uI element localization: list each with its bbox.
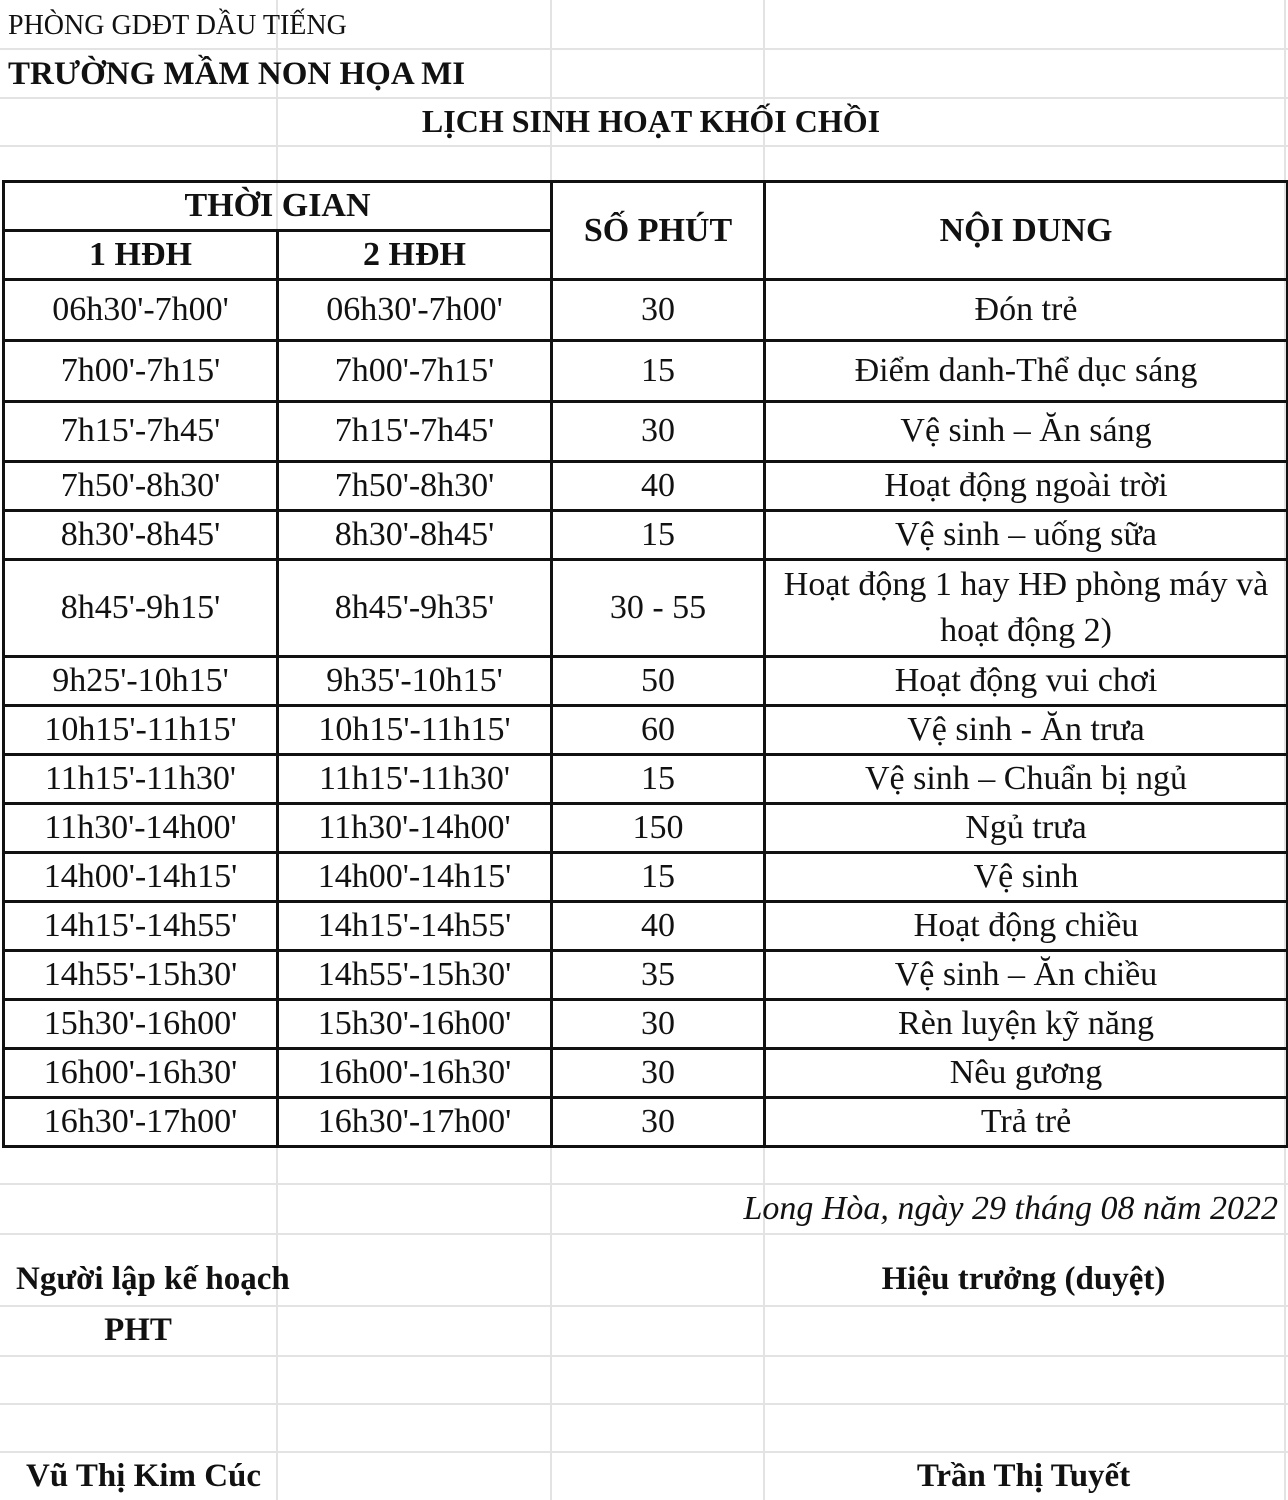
minutes-cell: 30	[552, 1048, 765, 1097]
time-1hdh-cell: 11h30'-14h00'	[4, 803, 278, 852]
minutes-cell: 15	[552, 754, 765, 803]
col-header-content: NỘI DUNG	[765, 182, 1288, 280]
minutes-cell: 30	[552, 279, 765, 340]
time-1hdh-cell: 11h15'-11h30'	[4, 754, 278, 803]
gridline	[0, 145, 1288, 147]
time-2hdh-cell: 14h00'-14h15'	[278, 852, 552, 901]
content-cell: Vệ sinh – uống sữa	[765, 510, 1288, 559]
department-name: PHÒNG GDĐT DẦU TIẾNG	[8, 10, 347, 41]
content-cell: Vệ sinh - Ăn trưa	[765, 705, 1288, 754]
time-1hdh-cell: 15h30'-16h00'	[4, 999, 278, 1048]
time-2hdh-cell: 06h30'-7h00'	[278, 279, 552, 340]
minutes-cell: 50	[552, 656, 765, 705]
content-cell: Rèn luyện kỹ năng	[765, 999, 1288, 1048]
content-cell: Vệ sinh – Chuẩn bị ngủ	[765, 754, 1288, 803]
gridline	[0, 1233, 1288, 1235]
content-cell: Hoạt động vui chơi	[765, 656, 1288, 705]
approver-name: Trần Thị Tuyết	[916, 1457, 1131, 1494]
minutes-cell: 30	[552, 1097, 765, 1146]
table-row	[4, 705, 1288, 754]
col-header-2hdh: 2 HĐH	[278, 231, 552, 280]
schedule-rows	[4, 279, 1288, 1146]
table-row	[4, 559, 1288, 656]
time-1hdh-cell: 16h00'-16h30'	[4, 1048, 278, 1097]
minutes-cell: 30	[552, 401, 765, 461]
minutes-cell: 35	[552, 950, 765, 999]
time-1hdh-cell: 8h30'-8h45'	[4, 510, 278, 559]
planner-title: Người lập kế hoạch	[16, 1260, 290, 1297]
time-1hdh-cell: 7h00'-7h15'	[4, 340, 278, 401]
time-2hdh-cell: 7h50'-8h30'	[278, 461, 552, 510]
col-header-1hdh: 1 HĐH	[4, 231, 278, 280]
table-row	[4, 1097, 1288, 1146]
content-cell: Điểm danh-Thể dục sáng	[765, 340, 1288, 401]
content-cell: Đón trẻ	[765, 279, 1288, 340]
time-2hdh-cell: 16h30'-17h00'	[278, 1097, 552, 1146]
time-2hdh-cell: 15h30'-16h00'	[278, 999, 552, 1048]
schedule-table	[2, 180, 1288, 1148]
time-2hdh-cell: 7h15'-7h45'	[278, 401, 552, 461]
content-cell: Hoạt động chiều	[765, 901, 1288, 950]
col-header-minutes: SỐ PHÚT	[552, 182, 765, 280]
minutes-cell: 40	[552, 461, 765, 510]
time-2hdh-cell: 10h15'-11h15'	[278, 705, 552, 754]
col-header-time: THỜI GIAN	[4, 182, 552, 231]
minutes-cell: 15	[552, 340, 765, 401]
time-1hdh-cell: 7h50'-8h30'	[4, 461, 278, 510]
time-2hdh-cell: 9h35'-10h15'	[278, 656, 552, 705]
time-1hdh-cell: 06h30'-7h00'	[4, 279, 278, 340]
minutes-cell: 30 - 55	[552, 559, 765, 656]
content-cell: Vệ sinh	[765, 852, 1288, 901]
content-cell: Vệ sinh – Ăn sáng	[765, 401, 1288, 461]
page-title: LỊCH SINH HOẠT KHỐI CHỒI	[421, 102, 881, 139]
minutes-cell: 150	[552, 803, 765, 852]
minutes-cell: 30	[552, 999, 765, 1048]
table-row	[4, 340, 1288, 401]
table-row	[4, 999, 1288, 1048]
minutes-cell: 15	[552, 852, 765, 901]
content-cell: Hoạt động 1 hay HĐ phòng máy và hoạt động 2)	[765, 559, 1288, 656]
time-1hdh-cell: 7h15'-7h45'	[4, 401, 278, 461]
time-1hdh-cell: 14h00'-14h15'	[4, 852, 278, 901]
table-row	[4, 754, 1288, 803]
approver-title: Hiệu trưởng (duyệt)	[881, 1260, 1166, 1297]
table-row	[4, 656, 1288, 705]
content-cell: Hoạt động ngoài trời	[765, 461, 1288, 510]
table-row	[4, 803, 1288, 852]
time-2hdh-cell: 11h30'-14h00'	[278, 803, 552, 852]
time-2hdh-cell: 14h15'-14h55'	[278, 901, 552, 950]
time-1hdh-cell: 16h30'-17h00'	[4, 1097, 278, 1146]
time-2hdh-cell: 11h15'-11h30'	[278, 754, 552, 803]
time-1hdh-cell: 9h25'-10h15'	[4, 656, 278, 705]
table-row	[4, 461, 1288, 510]
table-row	[4, 852, 1288, 901]
table-row	[4, 1048, 1288, 1097]
planner-name: Vũ Thị Kim Cúc	[26, 1457, 262, 1494]
table-row	[4, 901, 1288, 950]
date-line: Long Hòa, ngày 29 tháng 08 năm 2022	[743, 1190, 1278, 1227]
minutes-cell: 15	[552, 510, 765, 559]
content-cell: Nêu gương	[765, 1048, 1288, 1097]
time-2hdh-cell: 8h30'-8h45'	[278, 510, 552, 559]
content-cell: Trả trẻ	[765, 1097, 1288, 1146]
table-row	[4, 401, 1288, 461]
minutes-cell: 40	[552, 901, 765, 950]
time-2hdh-cell: 16h00'-16h30'	[278, 1048, 552, 1097]
minutes-cell: 60	[552, 705, 765, 754]
content-cell: Ngủ trưa	[765, 803, 1288, 852]
time-2hdh-cell: 8h45'-9h35'	[278, 559, 552, 656]
time-2hdh-cell: 14h55'-15h30'	[278, 950, 552, 999]
table-row	[4, 510, 1288, 559]
school-name: TRƯỜNG MẦM NON HỌA MI	[8, 55, 466, 92]
content-cell: Vệ sinh – Ăn chiều	[765, 950, 1288, 999]
table-row	[4, 279, 1288, 340]
time-1hdh-cell: 10h15'-11h15'	[4, 705, 278, 754]
gridline	[0, 1403, 1288, 1405]
time-1hdh-cell: 14h55'-15h30'	[4, 950, 278, 999]
time-1hdh-cell: 8h45'-9h15'	[4, 559, 278, 656]
time-1hdh-cell: 14h15'-14h55'	[4, 901, 278, 950]
planner-role: PHT	[104, 1311, 172, 1348]
table-row	[4, 950, 1288, 999]
time-2hdh-cell: 7h00'-7h15'	[278, 340, 552, 401]
gridline	[0, 1355, 1288, 1357]
